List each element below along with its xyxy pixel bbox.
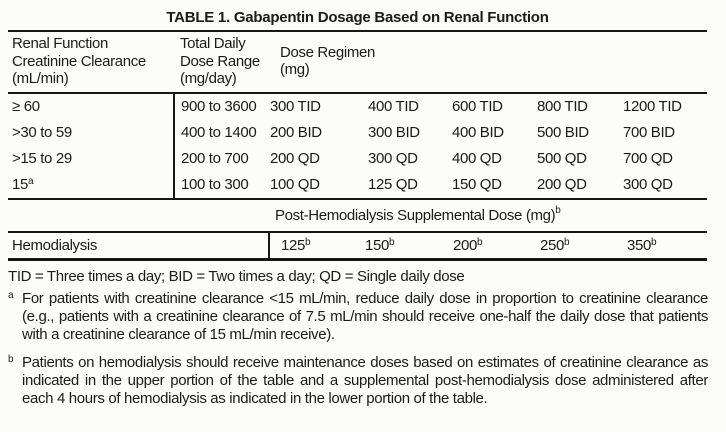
footnotes	[8, 268, 708, 408]
dose-cell: 400 QD	[452, 150, 502, 167]
supplemental-dose-value: 125	[281, 236, 305, 254]
dose-range-cell: 100 to 300	[181, 176, 249, 193]
dosage-row	[8, 146, 707, 172]
dose-cell: 150 QD	[452, 176, 502, 193]
supplemental-dose-cell	[442, 233, 529, 260]
footnote-ref: b	[388, 236, 395, 248]
dose-cell: 600 TID	[452, 98, 503, 115]
dose-cell: 400 BID	[452, 124, 504, 141]
footnote-ref: b	[650, 236, 657, 248]
header-line: Creatinine Clearance	[12, 52, 146, 70]
dosage-row	[8, 93, 707, 120]
dose-cell: 300 QD	[623, 176, 673, 193]
dosage-row	[8, 172, 707, 199]
footnote-ref: b	[563, 236, 570, 248]
dose-range-cell: 400 to 1400	[181, 124, 257, 141]
footnote-b-text: Patients on hemodialysis should receive maintenance doses based on estimates of creatinine clearance as indicated in the upper portion of the table and a supplemental post-hemodialysis dose administered after each 4 hours of hemodialysis as indicated in the lower portion of the table.	[22, 353, 708, 407]
supplemental-dose-heading	[8, 200, 707, 233]
dose-cell: 200 QD	[270, 150, 320, 167]
header-total-daily-dose	[174, 31, 266, 93]
supplemental-dose-cell	[354, 233, 442, 260]
header-renal-function	[8, 31, 174, 93]
header-line: (mL/min)	[12, 70, 69, 87]
dose-cell: 300 BID	[368, 124, 420, 141]
dosage-row	[8, 120, 707, 146]
supplemental-dose-heading-text: Post-Hemodialysis Supplemental Dose (mg)	[275, 206, 556, 224]
dose-cell: 100 QD	[270, 176, 320, 193]
footnote-b	[8, 354, 708, 408]
supplemental-dose-value: 250	[540, 236, 564, 254]
header-dose-regimen	[266, 31, 707, 93]
header-line: Dose Regimen	[280, 43, 376, 61]
dose-cell: 300 TID	[270, 98, 321, 115]
renal-cell	[8, 120, 174, 146]
supplemental-dose-value: 200	[453, 236, 477, 254]
header-line: (mg)	[280, 61, 310, 79]
renal-cell	[8, 146, 174, 172]
supplemental-dose-value: 350	[627, 236, 651, 254]
table-title: TABLE 1. Gabapentin Dosage Based on Renal Function	[166, 9, 549, 26]
footnote-abbreviations: TID = Three times a day; BID = Two times a day; QD = Single daily dose	[8, 267, 465, 285]
renal-value: 15	[12, 176, 28, 193]
supplemental-dose-cell	[269, 233, 354, 260]
header-row	[8, 31, 707, 93]
dose-cell: 800 TID	[537, 98, 588, 115]
footnote-a-text: For patients with creatinine clearance <15 mL/min, reduce daily dose in proportion to creatinine clearance (e.g., patients with a creatinine clearance of 7.5 mL/min should receive one-half the daily dose that patients with a creatinine clearance of 15 mL/min receive).	[22, 289, 708, 343]
renal-value: ≥ 60	[12, 98, 40, 115]
dose-cell: 125 QD	[368, 176, 418, 193]
dose-range-cell: 900 to 3600	[181, 98, 257, 115]
header-line: (mg/day)	[180, 70, 237, 87]
dose-cell: 700 QD	[623, 150, 673, 167]
supplemental-dose-value: 150	[365, 236, 389, 254]
dose-cell: 200 BID	[270, 124, 322, 141]
header-line: Total Daily	[180, 35, 246, 52]
footnote-ref: b	[304, 236, 311, 248]
header-line: Dose Range	[180, 52, 260, 70]
dose-cell: 500 BID	[537, 124, 589, 141]
supplemental-dose-cell	[529, 233, 616, 260]
supplemental-dose-cell	[616, 233, 707, 260]
footnote-ref: a	[28, 176, 34, 187]
footnote-a-marker: a	[8, 289, 14, 301]
footnote-a	[8, 290, 708, 344]
dose-cell: 700 BID	[623, 124, 675, 141]
header-line: Renal Function	[12, 35, 108, 52]
footnote-ref: b	[476, 236, 483, 248]
renal-value: >15 to 29	[12, 150, 72, 167]
hemodialysis-label-cell: Hemodialysis	[8, 233, 269, 260]
dose-cell: 500 QD	[537, 150, 587, 167]
footnote-b-marker: b	[8, 353, 14, 365]
hemodialysis-table	[8, 233, 707, 261]
dose-cell: 300 QD	[368, 150, 418, 167]
dose-range-cell: 200 to 700	[181, 150, 249, 167]
hemodialysis-row	[8, 233, 707, 260]
renal-value: >30 to 59	[12, 124, 72, 141]
dose-cell: 1200 TID	[623, 98, 682, 115]
dose-cell: 200 QD	[537, 176, 587, 193]
footnote-ref: b	[555, 204, 561, 216]
dosage-table	[8, 30, 707, 200]
renal-cell	[8, 172, 174, 199]
renal-cell	[8, 93, 174, 120]
dose-cell: 400 TID	[368, 98, 419, 115]
